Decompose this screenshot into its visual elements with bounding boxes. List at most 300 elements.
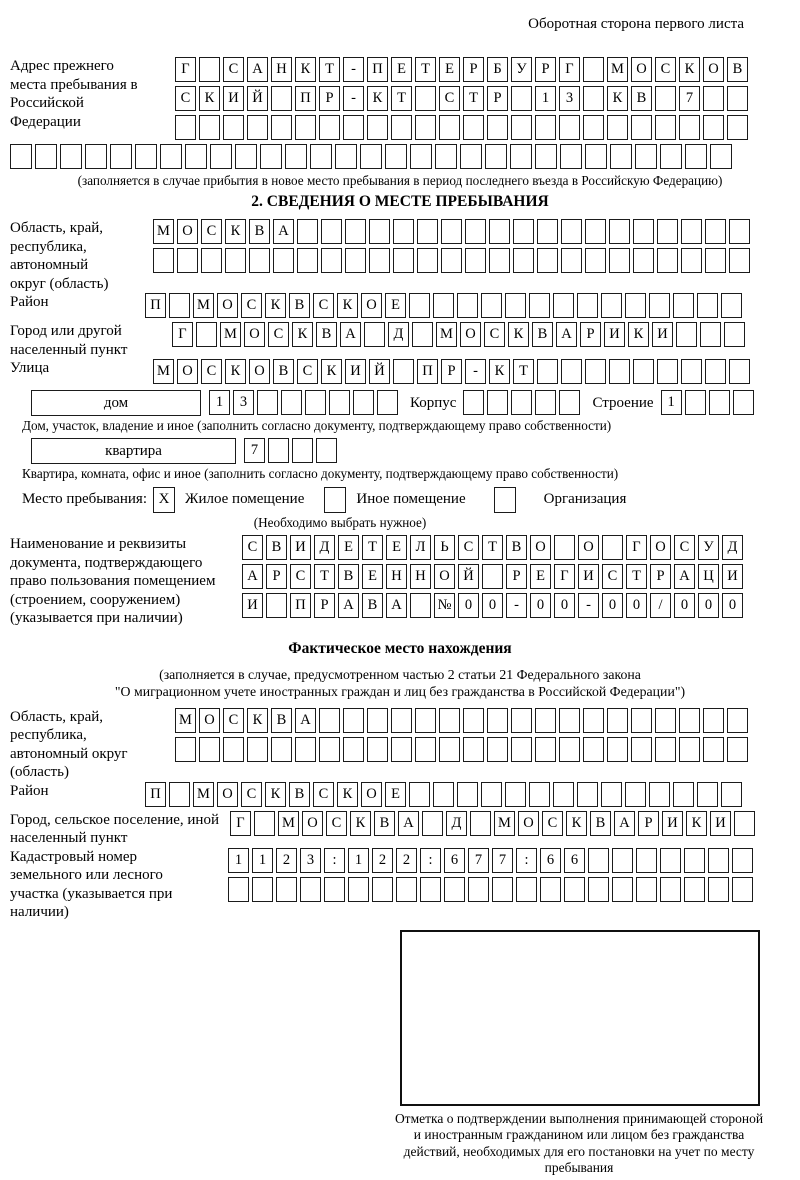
char-cell[interactable]: Н	[386, 564, 407, 589]
char-cell[interactable]	[505, 782, 526, 807]
char-cell[interactable]: И	[242, 593, 263, 618]
char-cell[interactable]: В	[727, 57, 748, 82]
char-cell[interactable]	[460, 144, 482, 169]
char-cell[interactable]	[679, 708, 700, 733]
char-cell[interactable]	[612, 877, 633, 902]
char-cell[interactable]	[247, 737, 268, 762]
char-cell[interactable]: 0	[482, 593, 503, 618]
char-cell[interactable]	[470, 811, 491, 836]
char-cell[interactable]: 1	[209, 390, 230, 415]
prev-address-row-1[interactable]	[175, 57, 751, 82]
char-cell[interactable]	[559, 390, 580, 415]
char-cell[interactable]	[316, 438, 337, 463]
char-cell[interactable]	[732, 848, 753, 873]
char-cell[interactable]	[271, 86, 292, 111]
char-cell[interactable]: С	[201, 219, 222, 244]
char-cell[interactable]	[697, 782, 718, 807]
char-cell[interactable]	[727, 115, 748, 140]
char-cell[interactable]: У	[511, 57, 532, 82]
char-cell[interactable]: Ь	[434, 535, 455, 560]
char-cell[interactable]	[393, 219, 414, 244]
char-cell[interactable]	[324, 877, 345, 902]
char-cell[interactable]	[631, 115, 652, 140]
char-cell[interactable]	[721, 293, 742, 318]
char-cell[interactable]: С	[313, 293, 334, 318]
char-cell[interactable]: К	[679, 57, 700, 82]
char-cell[interactable]: Е	[530, 564, 551, 589]
char-cell[interactable]	[60, 144, 82, 169]
char-cell[interactable]	[729, 219, 750, 244]
char-cell[interactable]	[433, 782, 454, 807]
char-cell[interactable]	[345, 219, 366, 244]
char-cell[interactable]: :	[420, 848, 441, 873]
char-cell[interactable]: В	[338, 564, 359, 589]
char-cell[interactable]: :	[516, 848, 537, 873]
char-cell[interactable]	[319, 708, 340, 733]
char-cell[interactable]	[724, 322, 745, 347]
char-cell[interactable]: В	[271, 708, 292, 733]
char-cell[interactable]: С	[290, 564, 311, 589]
char-cell[interactable]	[583, 57, 604, 82]
char-cell[interactable]	[685, 144, 707, 169]
char-cell[interactable]: Г	[626, 535, 647, 560]
char-cell[interactable]: П	[145, 782, 166, 807]
char-cell[interactable]	[201, 248, 222, 273]
char-cell[interactable]	[537, 248, 558, 273]
char-cell[interactable]	[561, 248, 582, 273]
char-cell[interactable]	[175, 115, 196, 140]
char-cell[interactable]: С	[242, 535, 263, 560]
city-row[interactable]	[172, 322, 748, 347]
char-cell[interactable]: Е	[386, 535, 407, 560]
char-cell[interactable]: И	[710, 811, 731, 836]
char-cell[interactable]: К	[265, 293, 286, 318]
char-cell[interactable]	[703, 708, 724, 733]
char-cell[interactable]	[732, 877, 753, 902]
char-cell[interactable]	[684, 877, 705, 902]
char-cell[interactable]	[705, 248, 726, 273]
char-cell[interactable]	[708, 877, 729, 902]
char-cell[interactable]	[285, 144, 307, 169]
char-cell[interactable]	[396, 877, 417, 902]
char-cell[interactable]	[703, 86, 724, 111]
char-cell[interactable]: А	[398, 811, 419, 836]
char-cell[interactable]: О	[703, 57, 724, 82]
char-cell[interactable]: Р	[506, 564, 527, 589]
char-cell[interactable]	[585, 359, 606, 384]
char-cell[interactable]: О	[244, 322, 265, 347]
char-cell[interactable]: К	[337, 782, 358, 807]
char-cell[interactable]: В	[249, 219, 270, 244]
korpus-boxes[interactable]	[463, 390, 583, 415]
char-cell[interactable]: -	[578, 593, 599, 618]
char-cell[interactable]	[660, 877, 681, 902]
char-cell[interactable]	[409, 293, 430, 318]
char-cell[interactable]	[625, 782, 646, 807]
actual-city-row[interactable]	[230, 811, 758, 836]
char-cell[interactable]	[85, 144, 107, 169]
char-cell[interactable]: 6	[540, 848, 561, 873]
stroenie-boxes[interactable]	[661, 390, 757, 415]
char-cell[interactable]	[481, 782, 502, 807]
char-cell[interactable]	[583, 708, 604, 733]
char-cell[interactable]: К	[350, 811, 371, 836]
char-cell[interactable]: Т	[319, 57, 340, 82]
char-cell[interactable]: О	[530, 535, 551, 560]
char-cell[interactable]	[588, 877, 609, 902]
char-cell[interactable]: О	[578, 535, 599, 560]
char-cell[interactable]: Р	[487, 86, 508, 111]
char-cell[interactable]	[655, 708, 676, 733]
char-cell[interactable]	[609, 359, 630, 384]
char-cell[interactable]: С	[201, 359, 222, 384]
char-cell[interactable]: О	[518, 811, 539, 836]
char-cell[interactable]	[513, 248, 534, 273]
char-cell[interactable]: В	[506, 535, 527, 560]
char-cell[interactable]: 0	[698, 593, 719, 618]
char-cell[interactable]: Д	[388, 322, 409, 347]
char-cell[interactable]: А	[340, 322, 361, 347]
char-cell[interactable]: Т	[482, 535, 503, 560]
char-cell[interactable]: С	[223, 708, 244, 733]
char-cell[interactable]	[636, 848, 657, 873]
region-row-2[interactable]	[153, 248, 753, 273]
char-cell[interactable]	[625, 293, 646, 318]
char-cell[interactable]: Е	[338, 535, 359, 560]
char-cell[interactable]: О	[361, 782, 382, 807]
char-cell[interactable]	[607, 708, 628, 733]
apartment-type-box[interactable]: квартира	[31, 438, 236, 464]
char-cell[interactable]	[727, 86, 748, 111]
char-cell[interactable]: В	[316, 322, 337, 347]
char-cell[interactable]	[247, 115, 268, 140]
char-cell[interactable]: О	[217, 293, 238, 318]
char-cell[interactable]	[489, 248, 510, 273]
char-cell[interactable]: С	[241, 782, 262, 807]
char-cell[interactable]: Г	[230, 811, 251, 836]
char-cell[interactable]	[585, 144, 607, 169]
document-row-2[interactable]	[242, 564, 746, 589]
street-row[interactable]	[153, 359, 753, 384]
char-cell[interactable]: 0	[458, 593, 479, 618]
char-cell[interactable]: 3	[300, 848, 321, 873]
char-cell[interactable]	[631, 737, 652, 762]
char-cell[interactable]	[439, 708, 460, 733]
char-cell[interactable]	[295, 737, 316, 762]
char-cell[interactable]	[223, 737, 244, 762]
char-cell[interactable]: С	[674, 535, 695, 560]
char-cell[interactable]: К	[295, 57, 316, 82]
char-cell[interactable]: М	[607, 57, 628, 82]
char-cell[interactable]	[535, 708, 556, 733]
cadastre-row-1[interactable]	[228, 848, 756, 873]
char-cell[interactable]: Р	[441, 359, 462, 384]
char-cell[interactable]: 0	[602, 593, 623, 618]
char-cell[interactable]	[281, 390, 302, 415]
char-cell[interactable]: 3	[233, 390, 254, 415]
char-cell[interactable]: К	[265, 782, 286, 807]
char-cell[interactable]: И	[223, 86, 244, 111]
char-cell[interactable]	[655, 115, 676, 140]
char-cell[interactable]	[257, 390, 278, 415]
char-cell[interactable]	[510, 144, 532, 169]
char-cell[interactable]	[420, 877, 441, 902]
char-cell[interactable]	[588, 848, 609, 873]
char-cell[interactable]	[210, 144, 232, 169]
char-cell[interactable]	[553, 782, 574, 807]
char-cell[interactable]	[535, 115, 556, 140]
char-cell[interactable]: Р	[580, 322, 601, 347]
char-cell[interactable]: О	[650, 535, 671, 560]
char-cell[interactable]: С	[297, 359, 318, 384]
char-cell[interactable]: М	[220, 322, 241, 347]
char-cell[interactable]: К	[321, 359, 342, 384]
char-cell[interactable]	[679, 115, 700, 140]
char-cell[interactable]	[343, 708, 364, 733]
char-cell[interactable]	[297, 248, 318, 273]
char-cell[interactable]	[160, 144, 182, 169]
char-cell[interactable]: О	[217, 782, 238, 807]
char-cell[interactable]	[649, 782, 670, 807]
char-cell[interactable]: Е	[385, 782, 406, 807]
char-cell[interactable]	[409, 782, 430, 807]
char-cell[interactable]	[364, 322, 385, 347]
char-cell[interactable]	[345, 248, 366, 273]
char-cell[interactable]	[415, 708, 436, 733]
char-cell[interactable]: С	[268, 322, 289, 347]
char-cell[interactable]	[10, 144, 32, 169]
char-cell[interactable]	[377, 390, 398, 415]
char-cell[interactable]	[391, 115, 412, 140]
char-cell[interactable]: М	[193, 293, 214, 318]
char-cell[interactable]	[684, 848, 705, 873]
char-cell[interactable]	[254, 811, 275, 836]
char-cell[interactable]	[721, 782, 742, 807]
char-cell[interactable]	[292, 438, 313, 463]
char-cell[interactable]	[537, 359, 558, 384]
char-cell[interactable]: М	[494, 811, 515, 836]
char-cell[interactable]	[485, 144, 507, 169]
char-cell[interactable]	[516, 877, 537, 902]
char-cell[interactable]	[631, 708, 652, 733]
char-cell[interactable]: Л	[410, 535, 431, 560]
char-cell[interactable]	[585, 248, 606, 273]
char-cell[interactable]	[700, 322, 721, 347]
char-cell[interactable]: И	[345, 359, 366, 384]
char-cell[interactable]	[511, 115, 532, 140]
char-cell[interactable]: В	[289, 293, 310, 318]
char-cell[interactable]	[369, 248, 390, 273]
char-cell[interactable]	[252, 877, 273, 902]
char-cell[interactable]	[433, 293, 454, 318]
char-cell[interactable]: К	[247, 708, 268, 733]
char-cell[interactable]	[367, 115, 388, 140]
char-cell[interactable]	[676, 322, 697, 347]
char-cell[interactable]	[271, 115, 292, 140]
char-cell[interactable]	[710, 144, 732, 169]
char-cell[interactable]: 2	[396, 848, 417, 873]
char-cell[interactable]: Г	[172, 322, 193, 347]
char-cell[interactable]	[505, 293, 526, 318]
char-cell[interactable]	[511, 708, 532, 733]
char-cell[interactable]: 1	[661, 390, 682, 415]
char-cell[interactable]: А	[242, 564, 263, 589]
char-cell[interactable]	[153, 248, 174, 273]
char-cell[interactable]: М	[278, 811, 299, 836]
char-cell[interactable]: /	[650, 593, 671, 618]
char-cell[interactable]	[196, 322, 217, 347]
char-cell[interactable]: С	[175, 86, 196, 111]
char-cell[interactable]	[439, 737, 460, 762]
char-cell[interactable]	[300, 877, 321, 902]
house-number-boxes[interactable]	[209, 390, 401, 415]
char-cell[interactable]	[228, 877, 249, 902]
char-cell[interactable]	[607, 115, 628, 140]
char-cell[interactable]	[321, 219, 342, 244]
char-cell[interactable]	[697, 293, 718, 318]
char-cell[interactable]	[487, 115, 508, 140]
char-cell[interactable]	[577, 293, 598, 318]
prev-address-row-2[interactable]	[175, 86, 751, 111]
char-cell[interactable]	[727, 708, 748, 733]
char-cell[interactable]	[733, 390, 754, 415]
char-cell[interactable]: В	[590, 811, 611, 836]
char-cell[interactable]	[439, 115, 460, 140]
char-cell[interactable]	[271, 737, 292, 762]
char-cell[interactable]: А	[247, 57, 268, 82]
char-cell[interactable]: И	[652, 322, 673, 347]
char-cell[interactable]	[463, 708, 484, 733]
char-cell[interactable]	[729, 248, 750, 273]
char-cell[interactable]	[511, 390, 532, 415]
char-cell[interactable]	[703, 115, 724, 140]
char-cell[interactable]	[685, 390, 706, 415]
char-cell[interactable]	[609, 219, 630, 244]
actual-district-row[interactable]	[145, 782, 745, 807]
char-cell[interactable]: 7	[492, 848, 513, 873]
char-cell[interactable]	[463, 390, 484, 415]
char-cell[interactable]: Р	[638, 811, 659, 836]
char-cell[interactable]: О	[460, 322, 481, 347]
char-cell[interactable]: С	[223, 57, 244, 82]
char-cell[interactable]	[602, 535, 623, 560]
region-row-1[interactable]	[153, 219, 753, 244]
char-cell[interactable]: 2	[276, 848, 297, 873]
char-cell[interactable]	[385, 144, 407, 169]
char-cell[interactable]	[444, 877, 465, 902]
char-cell[interactable]	[177, 248, 198, 273]
char-cell[interactable]: П	[417, 359, 438, 384]
char-cell[interactable]	[709, 390, 730, 415]
char-cell[interactable]	[249, 248, 270, 273]
char-cell[interactable]	[583, 115, 604, 140]
char-cell[interactable]	[295, 115, 316, 140]
char-cell[interactable]: Т	[362, 535, 383, 560]
char-cell[interactable]	[422, 811, 443, 836]
char-cell[interactable]	[135, 144, 157, 169]
char-cell[interactable]: К	[367, 86, 388, 111]
char-cell[interactable]	[583, 86, 604, 111]
char-cell[interactable]	[513, 219, 534, 244]
char-cell[interactable]: Е	[391, 57, 412, 82]
char-cell[interactable]: О	[361, 293, 382, 318]
char-cell[interactable]	[297, 219, 318, 244]
char-cell[interactable]	[487, 737, 508, 762]
char-cell[interactable]: Р	[319, 86, 340, 111]
char-cell[interactable]	[601, 293, 622, 318]
prev-address-row-4[interactable]	[10, 144, 790, 169]
char-cell[interactable]	[185, 144, 207, 169]
char-cell[interactable]	[268, 438, 289, 463]
char-cell[interactable]: О	[249, 359, 270, 384]
char-cell[interactable]: Н	[410, 564, 431, 589]
char-cell[interactable]: К	[508, 322, 529, 347]
char-cell[interactable]	[391, 708, 412, 733]
char-cell[interactable]: А	[295, 708, 316, 733]
char-cell[interactable]: И	[722, 564, 743, 589]
char-cell[interactable]	[561, 359, 582, 384]
char-cell[interactable]: Ц	[698, 564, 719, 589]
char-cell[interactable]	[657, 248, 678, 273]
char-cell[interactable]: В	[273, 359, 294, 384]
char-cell[interactable]	[199, 737, 220, 762]
char-cell[interactable]: М	[153, 219, 174, 244]
char-cell[interactable]	[367, 708, 388, 733]
char-cell[interactable]: С	[458, 535, 479, 560]
char-cell[interactable]: С	[602, 564, 623, 589]
char-cell[interactable]	[175, 737, 196, 762]
char-cell[interactable]: К	[225, 359, 246, 384]
char-cell[interactable]	[391, 737, 412, 762]
char-cell[interactable]: П	[290, 593, 311, 618]
char-cell[interactable]: Т	[391, 86, 412, 111]
char-cell[interactable]	[734, 811, 755, 836]
char-cell[interactable]	[35, 144, 57, 169]
char-cell[interactable]: В	[374, 811, 395, 836]
char-cell[interactable]	[561, 219, 582, 244]
char-cell[interactable]	[511, 737, 532, 762]
char-cell[interactable]: 1	[228, 848, 249, 873]
char-cell[interactable]: И	[662, 811, 683, 836]
char-cell[interactable]	[633, 248, 654, 273]
char-cell[interactable]: М	[193, 782, 214, 807]
char-cell[interactable]	[321, 248, 342, 273]
char-cell[interactable]: О	[434, 564, 455, 589]
char-cell[interactable]	[681, 248, 702, 273]
char-cell[interactable]: Й	[369, 359, 390, 384]
char-cell[interactable]	[110, 144, 132, 169]
char-cell[interactable]	[554, 535, 575, 560]
char-cell[interactable]: И	[290, 535, 311, 560]
char-cell[interactable]: С	[484, 322, 505, 347]
char-cell[interactable]: Г	[559, 57, 580, 82]
char-cell[interactable]	[660, 848, 681, 873]
char-cell[interactable]: 0	[674, 593, 695, 618]
char-cell[interactable]	[681, 359, 702, 384]
char-cell[interactable]: А	[273, 219, 294, 244]
char-cell[interactable]	[727, 737, 748, 762]
char-cell[interactable]: Н	[271, 57, 292, 82]
char-cell[interactable]	[266, 593, 287, 618]
char-cell[interactable]: Д	[314, 535, 335, 560]
char-cell[interactable]: К	[489, 359, 510, 384]
char-cell[interactable]: 1	[535, 86, 556, 111]
char-cell[interactable]	[729, 359, 750, 384]
char-cell[interactable]: 0	[626, 593, 647, 618]
char-cell[interactable]	[372, 877, 393, 902]
char-cell[interactable]	[463, 115, 484, 140]
char-cell[interactable]: О	[302, 811, 323, 836]
